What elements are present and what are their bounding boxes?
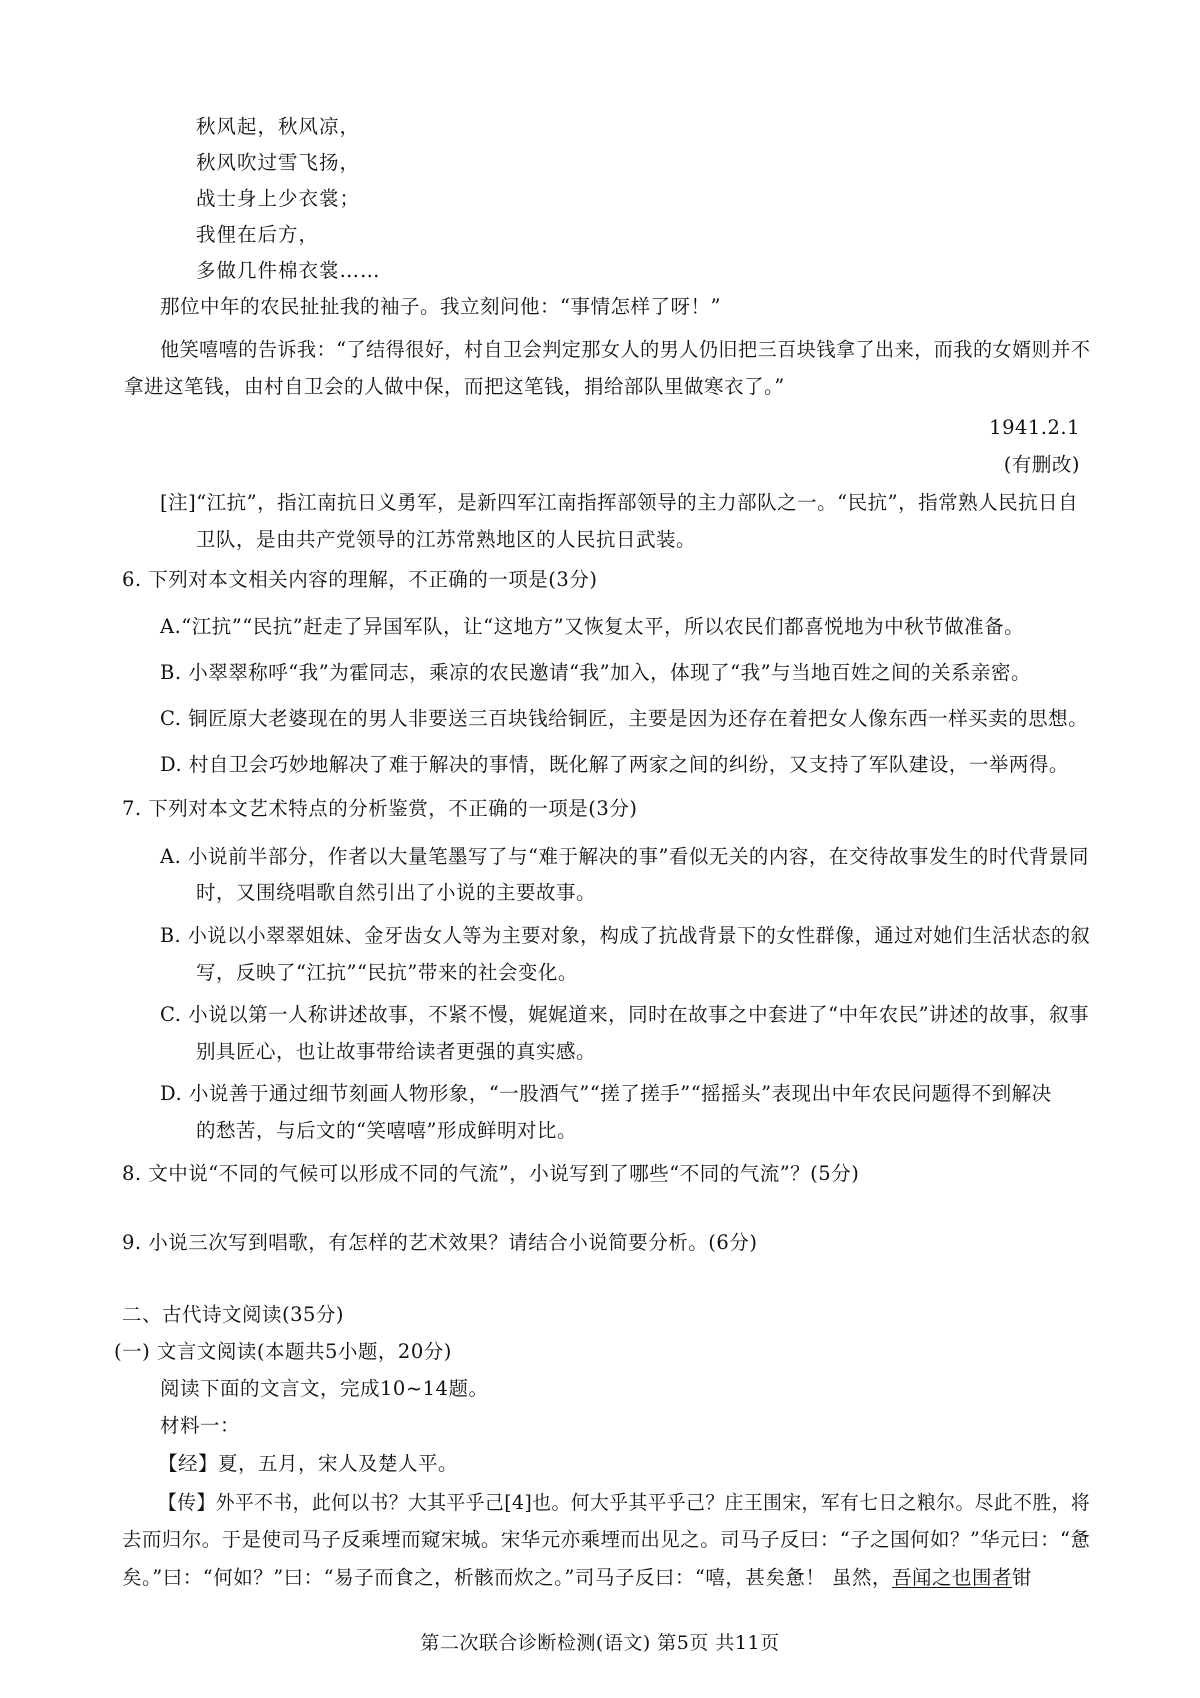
question-6-option-b: B. 小翠翠称呼“我”为霍同志，乘凉的农民邀请“我”加入，体现了“我”与当地百姓之间的关系亲密。 — [160, 661, 1032, 684]
question-6-option-d: D. 村自卫会巧妙地解决了难于解决的事情，既化解了两家之间的纠纷，又支持了军队建设，一举两得。 — [160, 753, 1069, 776]
classical-text-zhuan: 【传】外平不书，此何以书？大其平乎己[4]也。何大乎其平乎己？庄王围宋，军有七日之粮尔。尽此不胜，将 — [158, 1491, 1091, 1514]
section-title: 二、古代诗文阅读(35分) — [122, 1303, 345, 1326]
lyric-line: 多做几件棉衣裳…… — [196, 259, 381, 282]
question-6-option-c: C. 铜匠原大老婆现在的男人非要送三百块钱给铜匠，主要是因为还存在着把女人像东西一样买卖的思想。 — [160, 707, 1089, 730]
question-8: 8. 文中说“不同的气候可以形成不同的气流”，小说写到了哪些“不同的气流”？(5分) — [122, 1162, 860, 1185]
question-7-option-b-cont: 写，反映了“江抗”“民抗”带来的社会变化。 — [196, 961, 578, 984]
question-7-option-c-cont: 别具匠心，也让故事带给读者更强的真实感。 — [196, 1040, 597, 1063]
question-6-option-a: A.“江抗”“民抗”赶走了异国军队，让“这地方”又恢复太平，所以农民们都喜悦地为中秋节做准备。 — [160, 615, 1025, 638]
page-footer: 第二次联合诊断检测(语文) 第5页 共11页 — [420, 1632, 780, 1654]
narrative-paragraph-cont: 拿进这笔钱，由村自卫会的人做中保，而把这笔钱，捐给部队里做寒衣了。” — [124, 375, 785, 398]
lyric-line: 秋风吹过雪飞扬， — [196, 151, 361, 174]
classical-text-zhuan-cont — [122, 1565, 1032, 1591]
subsection-title: (一) 文言文阅读(本题共5小题，20分) — [114, 1340, 452, 1363]
annotation-note-cont: 卫队，是由共产党领导的江苏常熟地区的人民抗日武装。 — [196, 528, 697, 551]
lyric-line: 秋风起，秋风凉， — [196, 115, 361, 138]
date-line: 1941.2.1 — [989, 416, 1080, 439]
classical-text-zhuan-cont: 去而归尔。于是使司马子反乘堙而窥宋城。宋华元亦乘堙而出见之。司马子反曰：“子之国何如？”华元曰：“惫 — [122, 1528, 1091, 1551]
question-7-option-b: B. 小说以小翠翠姐妹、金牙齿女人等为主要对象，构成了抗战背景下的女性群像，通过对她们生活状态的叙 — [160, 924, 1091, 947]
narrative-paragraph: 他笑嘻嘻的告诉我：“了结得很好，村自卫会判定那女人的男人仍旧把三百块钱拿了出来，而我的女婿则并不 — [160, 338, 1091, 361]
lyric-line: 战士身上少衣裳； — [196, 187, 361, 210]
lyric-line: 我俚在后方， — [196, 223, 320, 246]
question-7-option-c: C. 小说以第一人称讲述故事，不紧不慢，娓娓道来，同时在故事之中套进了“中年农民”讲述的故事，叙事 — [160, 1003, 1090, 1026]
edit-note: (有删改) — [1003, 453, 1080, 476]
classical-text-jing: 【经】夏，五月，宋人及楚人平。 — [158, 1452, 459, 1475]
annotation-note: [注]“江抗”，指江南抗日义勇军，是新四军江南指挥部领导的主力部队之一。“民抗”，指常熟人民抗日自 — [160, 491, 1079, 514]
material-label: 材料一： — [160, 1414, 241, 1437]
narrative-paragraph: 那位中年的农民扯扯我的袖子。我立刻问他：“事情怎样了呀！” — [160, 295, 721, 318]
question-7-option-d: D. 小说善于通过细节刻画人物形象，“一股酒气”“搓了搓手”“摇摇头”表现出中年农民问题得不到解决 — [160, 1082, 1052, 1105]
question-9: 9. 小说三次写到唱歌，有怎样的艺术效果？请结合小说简要分析。(6分) — [122, 1231, 758, 1254]
question-7-option-d-cont: 的愁苦，与后文的“笑嘻嘻”形成鲜明对比。 — [196, 1119, 577, 1142]
underlined-phrase: 吾闻之也围者 — [892, 1566, 1013, 1589]
plain-text: 钳 — [1012, 1566, 1033, 1589]
question-6-stem: 6. 下列对本文相关内容的理解，不正确的一项是(3分) — [122, 568, 598, 591]
question-7-stem: 7. 下列对本文艺术特点的分析鉴赏，不正确的一项是(3分) — [122, 797, 638, 820]
question-7-option-a-cont: 时，又围绕唱歌自然引出了小说的主要故事。 — [196, 881, 597, 904]
plain-text: 矣。”曰：“何如？”曰：“易子而食之，析骸而炊之。”司马子反曰：“嘻，甚矣惫！ 虽然， — [122, 1566, 893, 1589]
question-7-option-a: A. 小说前半部分，作者以大量笔墨写了与“难于解决的事”看似无关的内容，在交待故事发生的时代背景同 — [160, 845, 1089, 868]
reading-instruction: 阅读下面的文言文，完成10~14题。 — [160, 1377, 489, 1400]
